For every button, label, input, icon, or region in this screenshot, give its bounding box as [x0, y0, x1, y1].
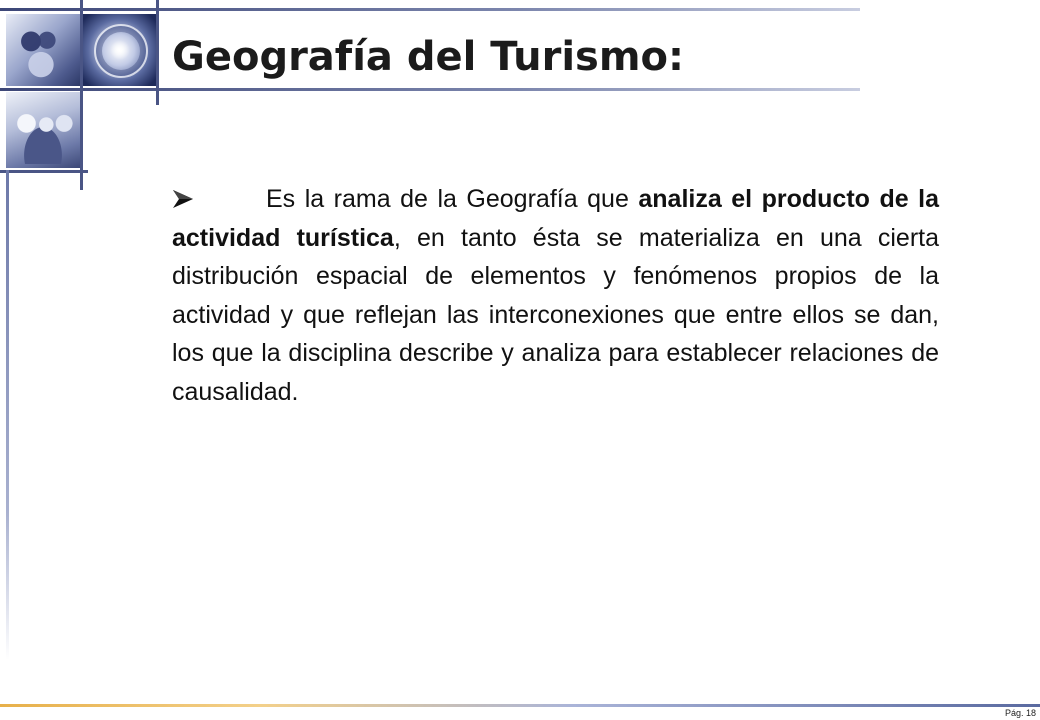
left-margin-rule — [6, 170, 9, 660]
paragraph-intro: Es la rama de la Geografía que — [266, 185, 639, 213]
collage-bottom-rule — [0, 170, 88, 173]
audience-photo-tile — [6, 92, 80, 168]
globe-photo-tile — [82, 14, 156, 86]
bullet-paragraph — [172, 180, 939, 411]
collage-divider-vertical — [80, 0, 83, 190]
bullet-block — [172, 180, 939, 411]
header-top-rule — [0, 8, 860, 11]
footer-rule — [0, 704, 1040, 707]
paragraph-rest: , en tanto ésta se materializa en una cierta distribución espacial de elementos y fenómenos propios de la actividad y que reflejan las interconexiones que entre ellos se dan, los que la disciplina describe y analiza para establecer relaciones de causalidad. — [172, 223, 940, 406]
title-divider-vertical — [156, 0, 159, 105]
page-title: Geografía del Turismo: — [172, 34, 684, 80]
paragraph-bold-phrase: analiza el producto de la actividad turística — [172, 185, 939, 252]
people-photo-tile — [6, 14, 80, 86]
header-bottom-rule — [0, 88, 860, 91]
arrowhead-bullet-icon — [172, 189, 194, 209]
page-number: Pág. 18 — [1004, 708, 1036, 718]
